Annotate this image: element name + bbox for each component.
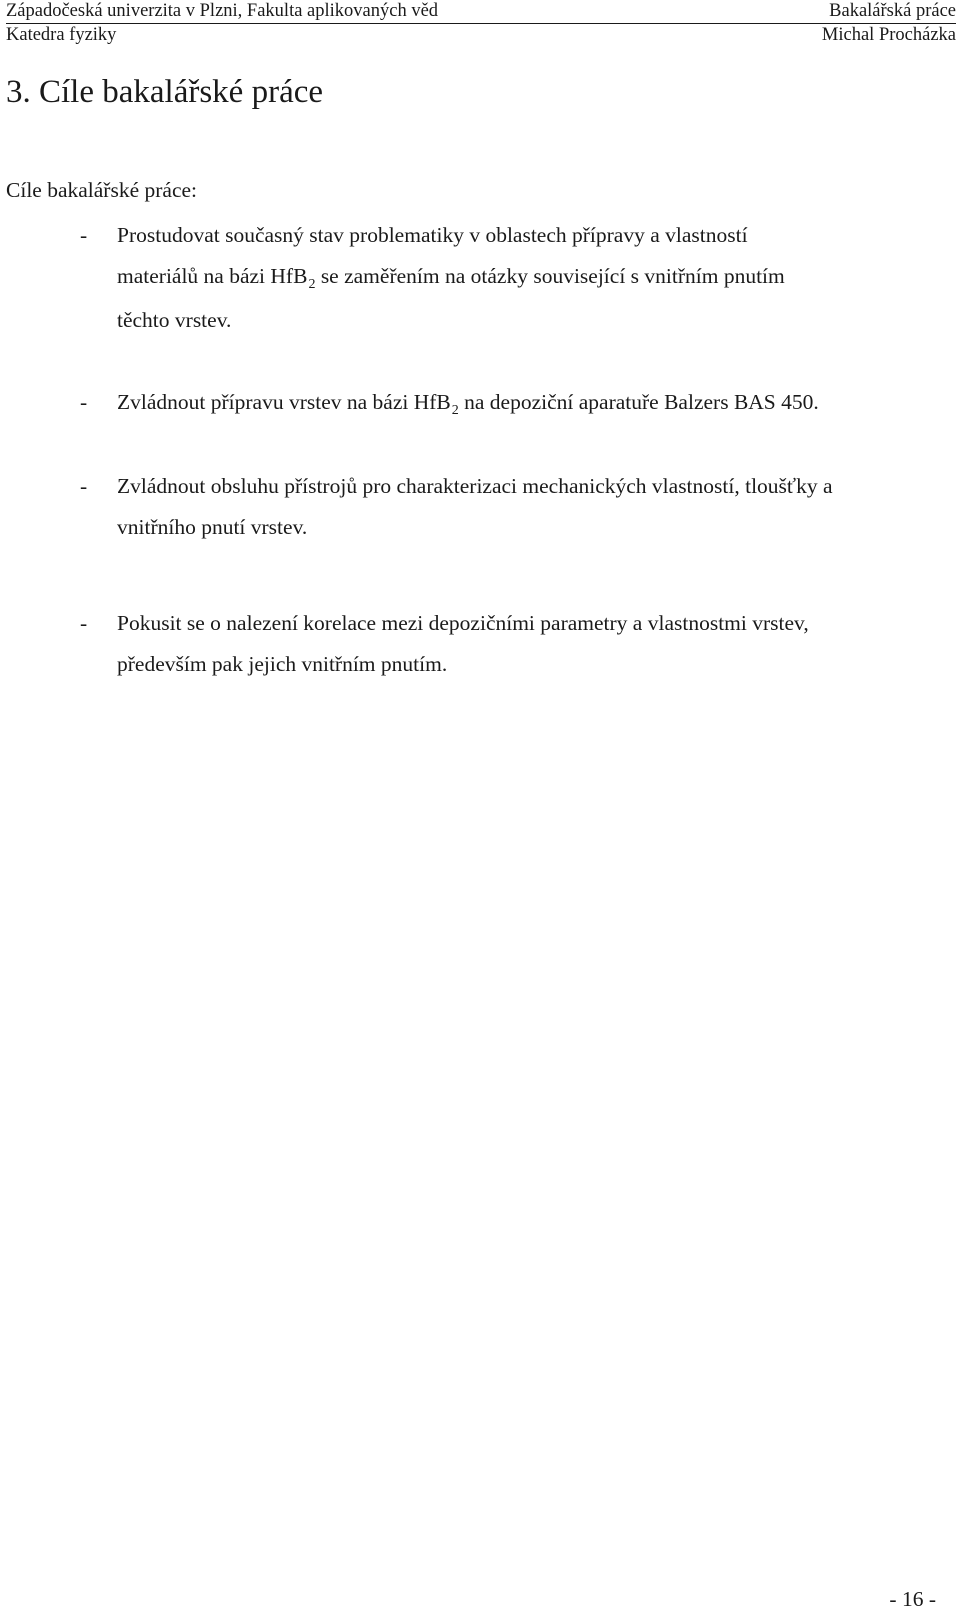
goal-text-segment: těchto vrstev.: [117, 308, 232, 332]
goal-text: [117, 382, 957, 426]
subscript: 2: [451, 403, 459, 418]
goal-line: [117, 382, 957, 426]
goal-text: [117, 603, 957, 685]
bullet-dash: -: [80, 390, 88, 414]
goal-line: vnitřního pnutí vrstev.: [117, 515, 308, 539]
goal-text-segment: materiálů na bázi HfB: [117, 264, 308, 288]
goal-text: [117, 215, 957, 341]
goal-text-segment: Prostudovat současný stav problematiky v oblastech přípravy a vlastností: [117, 223, 748, 247]
goal-text-segment: na depoziční aparatuře Balzers BAS 450.: [458, 390, 819, 414]
header-thesis-type: Bakalářská práce: [829, 1, 956, 21]
section-heading: Cíle bakalářské práce:: [6, 178, 198, 202]
goal-text-segment: Zvládnout přípravu vrstev na bázi HfB: [117, 390, 451, 414]
header-author: Michal Procházka: [821, 25, 956, 45]
goal-line: Pokusit se o nalezení korelace mezi depozičními parametry a vlastnostmi vrstev,: [117, 611, 809, 635]
goal-text-segment: se zaměřením na otázky související s vnitřním pnutím: [315, 264, 785, 288]
goal-line: především pak jejich vnitřním pnutím.: [117, 652, 448, 676]
page-number: - 16 -: [889, 1587, 936, 1611]
chapter-title: 3. Cíle bakalářské práce: [6, 74, 324, 110]
goal-line: [117, 256, 957, 300]
goal-line: [117, 215, 957, 256]
header-university: Západočeská univerzita v Plzni, Fakulta aplikovaných věd: [6, 1, 439, 21]
running-header: [6, 0, 956, 46]
subscript: 2: [308, 277, 316, 292]
goal-line: Zvládnout obsluhu přístrojů pro charakterizaci mechanických vlastností, tloušťky a: [117, 474, 833, 498]
goal-line: [117, 300, 957, 341]
running-header-bottom-row: [6, 24, 956, 47]
bullet-dash: -: [80, 223, 88, 247]
bullet-dash: -: [80, 474, 88, 498]
running-header-top-row: [6, 0, 956, 24]
bullet-dash: -: [80, 611, 88, 635]
header-department: Katedra fyziky: [6, 25, 117, 45]
goal-text: [117, 466, 957, 548]
